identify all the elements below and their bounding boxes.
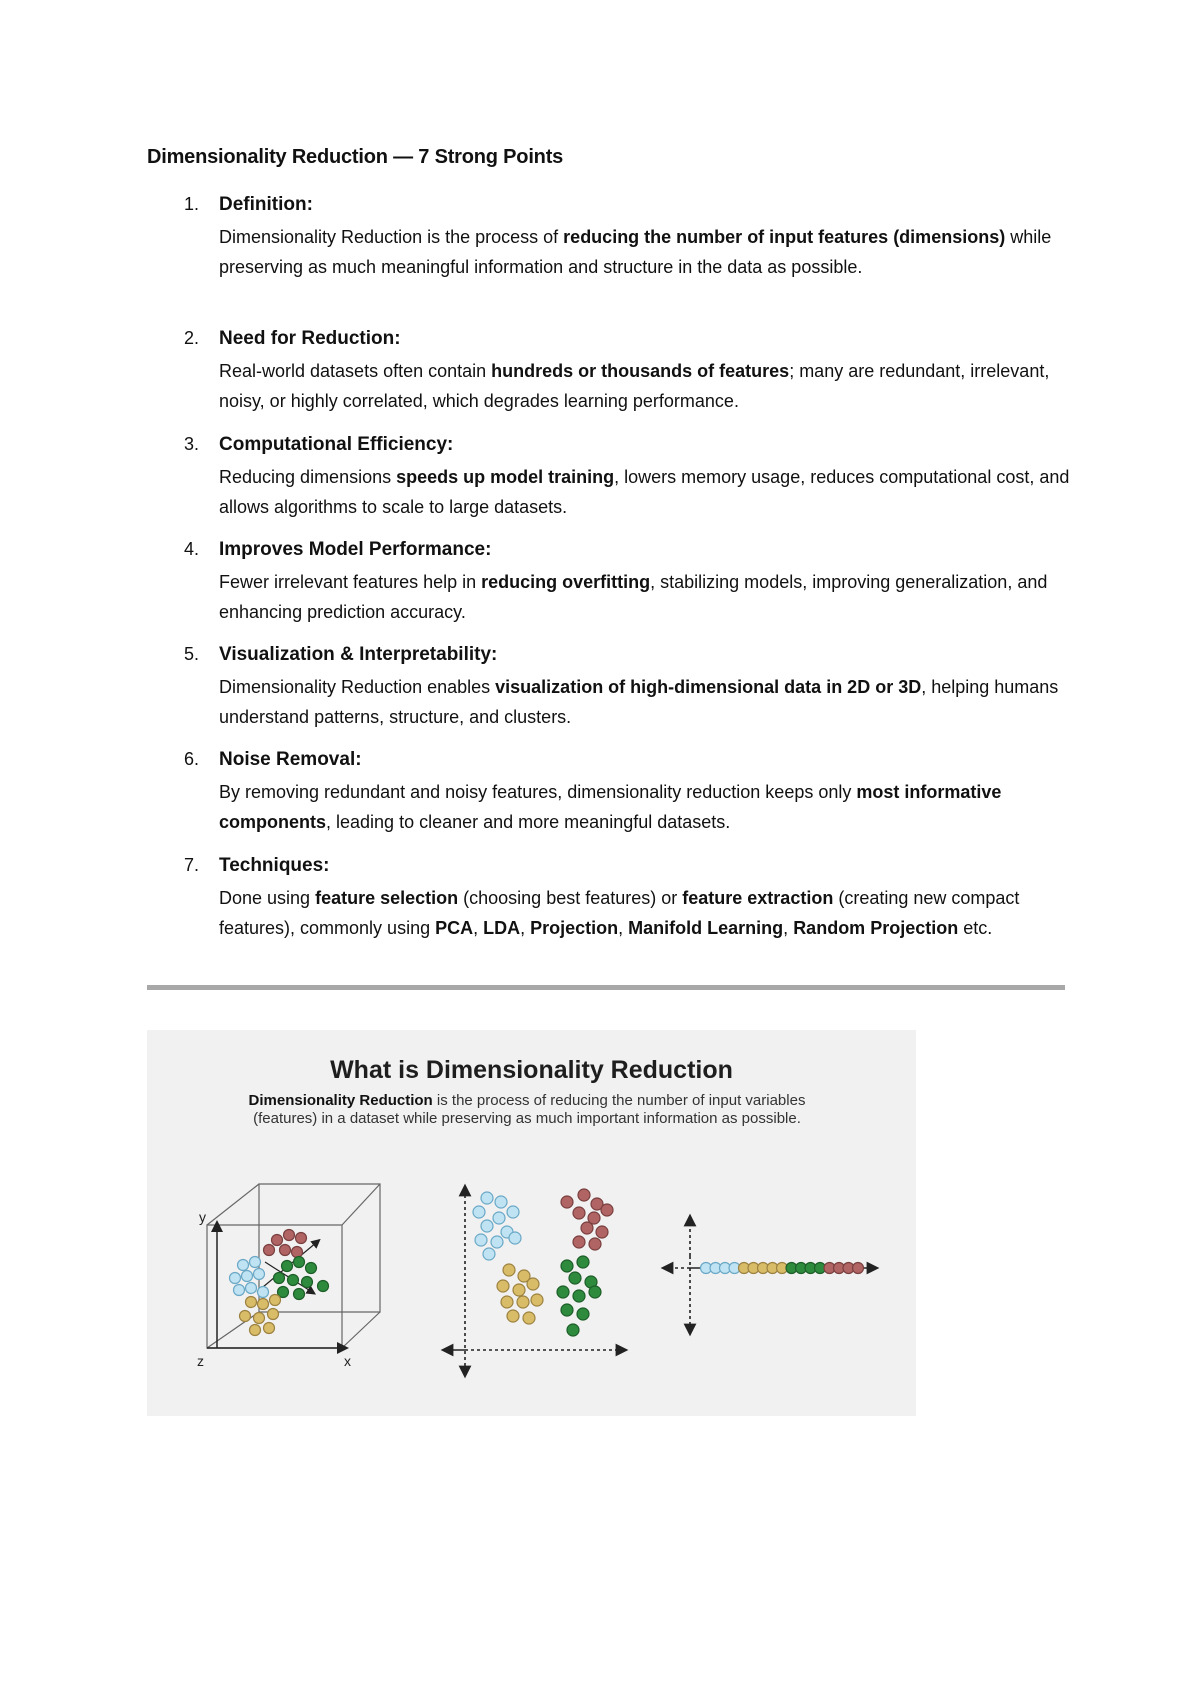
green-point [577, 1308, 589, 1320]
green-point [318, 1281, 329, 1292]
scatter-data-points [473, 1189, 613, 1336]
text-run: etc. [958, 917, 993, 938]
item-body [219, 778, 1074, 837]
yellow-point [250, 1325, 261, 1336]
blue-point [258, 1287, 269, 1298]
red-point [601, 1204, 613, 1216]
text-run: Dimensionality Reduction enables [219, 677, 496, 697]
line-data-points [701, 1263, 864, 1274]
text-run: , [520, 917, 531, 938]
text-run: (choosing best features) or [458, 888, 683, 908]
blue-point [234, 1285, 245, 1296]
yellow-point [527, 1278, 539, 1290]
yellow-point [507, 1310, 519, 1322]
text-run: , stabilizing models, improving generalization, and enhancing prediction accuracy. [219, 572, 1048, 622]
text-run: , [618, 917, 629, 938]
item-heading: Noise Removal: [219, 749, 362, 770]
red-point [296, 1233, 307, 1244]
text-run: Fewer irrelevant features help in [219, 572, 482, 592]
item-number: 5. [184, 644, 200, 664]
text-run: By removing redundant and noisy features, dimensionality reduction keeps only [219, 782, 857, 802]
item-number: 7. [184, 855, 200, 875]
red-point [578, 1189, 590, 1201]
red-point [589, 1238, 601, 1250]
yellow-point [240, 1311, 251, 1322]
bold-text: Projection [530, 917, 619, 938]
blue-point [230, 1273, 241, 1284]
bold-text: Manifold Learning [628, 917, 784, 938]
blue-point [491, 1236, 503, 1248]
blue-point [493, 1212, 505, 1224]
y-axis-label: y [199, 1209, 206, 1225]
text-run: Dimensionality Reduction is the process of [219, 227, 564, 247]
figure-description-bold: Dimensionality Reduction [248, 1092, 433, 1109]
text-run: Reducing dimensions [219, 467, 397, 487]
blue-point [495, 1196, 507, 1208]
green-point [288, 1275, 299, 1286]
item-number: 4. [184, 539, 200, 559]
item-heading: Techniques: [219, 855, 330, 876]
horizontal-divider [147, 985, 1065, 990]
text-run: , helping humans understand patterns, structure, and clusters. [219, 677, 1059, 727]
text-run: Real-world datasets often contain [219, 361, 492, 381]
figure-title: What is Dimensionality Reduction [330, 1056, 733, 1084]
bold-text: reducing overfitting [481, 572, 651, 592]
cube-3d-panel [197, 1184, 380, 1369]
green-point [573, 1290, 585, 1302]
green-point [282, 1261, 293, 1272]
red-point [581, 1222, 593, 1234]
green-point [561, 1260, 573, 1272]
yellow-point [517, 1296, 529, 1308]
z-axis-label: z [197, 1353, 204, 1369]
text-run: Done using [219, 888, 316, 908]
line-1d-panel [667, 1220, 873, 1330]
yellow-point [258, 1299, 269, 1310]
green-point [577, 1256, 589, 1268]
red-point [264, 1245, 275, 1256]
blue-point [475, 1234, 487, 1246]
bold-text: reducing the number of input features (dimensions) [563, 227, 1006, 247]
text-run: , leading to cleaner and more meaningful datasets. [326, 811, 731, 832]
green-point [557, 1286, 569, 1298]
green-point [589, 1286, 601, 1298]
green-point [567, 1324, 579, 1336]
yellow-point [501, 1296, 513, 1308]
yellow-point [531, 1294, 543, 1306]
text-run: , [783, 917, 794, 938]
red-point [280, 1245, 291, 1256]
figure-description-text: is the process of reducing the number of input variables (features) in a dataset while preserving as much important information as possible. [253, 1092, 806, 1127]
x-axis-label: x [344, 1353, 351, 1369]
bold-text: PCA [435, 917, 474, 938]
bold-text: speeds up model training [396, 467, 615, 487]
red-point [292, 1247, 303, 1258]
blue-point [254, 1269, 265, 1280]
item-number: 2. [184, 328, 200, 348]
yellow-point [270, 1295, 281, 1306]
green-point [561, 1304, 573, 1316]
red-point [573, 1207, 585, 1219]
text-run: , [473, 917, 484, 938]
bold-text: visualization of high-dimensional data in 2D or 3D [495, 677, 922, 697]
red-point [596, 1226, 608, 1238]
page-title: Dimensionality Reduction — 7 Strong Points [147, 146, 564, 168]
infographic-figure [147, 1030, 916, 1416]
item-body [219, 568, 1074, 627]
item-number: 1. [184, 194, 200, 214]
bold-text: LDA [483, 917, 521, 938]
bold-text: feature extraction [682, 888, 834, 908]
text-run: (creating new compact features), commonly using [219, 888, 1020, 938]
blue-point [238, 1260, 249, 1271]
yellow-point [246, 1297, 257, 1308]
item-body [219, 463, 1074, 522]
green-point [306, 1263, 317, 1274]
item-body [219, 357, 1074, 416]
blue-point [246, 1283, 257, 1294]
item-heading: Improves Model Performance: [219, 539, 492, 560]
cube-wireframe [207, 1184, 380, 1348]
yellow-point [513, 1284, 525, 1296]
text-run: , lowers memory usage, reduces computational cost, and allows algorithms to scale to large datasets. [219, 467, 1070, 517]
item-number: 6. [184, 749, 200, 769]
item-body [219, 223, 1074, 282]
blue-point [507, 1206, 519, 1218]
yellow-point [497, 1280, 509, 1292]
item-heading: Need for Reduction: [219, 328, 401, 349]
bold-text: most informative components [219, 782, 1002, 832]
item-heading: Visualization & Interpretability: [219, 644, 498, 665]
item-body [219, 884, 1074, 943]
yellow-point [523, 1312, 535, 1324]
item-number: 3. [184, 434, 200, 454]
green-point [294, 1289, 305, 1300]
item-body [219, 673, 1074, 732]
blue-point [483, 1248, 495, 1260]
yellow-point [503, 1264, 515, 1276]
green-point [569, 1272, 581, 1284]
blue-point [242, 1271, 253, 1282]
green-point [294, 1257, 305, 1268]
red-point [853, 1263, 864, 1274]
bold-text: Random Projection [793, 917, 959, 938]
bold-text: feature selection [315, 888, 459, 908]
bold-text: hundreds or thousands of features [491, 361, 790, 381]
yellow-point [268, 1309, 279, 1320]
scatter-2d-panel [447, 1189, 622, 1372]
item-heading: Definition: [219, 194, 313, 215]
item-heading: Computational Efficiency: [219, 434, 454, 455]
blue-point [481, 1192, 493, 1204]
dimensionality-diagram [147, 1030, 916, 1416]
yellow-point [254, 1313, 265, 1324]
yellow-point [264, 1323, 275, 1334]
red-point [573, 1236, 585, 1248]
red-point [284, 1230, 295, 1241]
text-run: ; many are redundant, irrelevant, noisy, or highly correlated, which degrades learning performance. [219, 361, 1050, 411]
text-run: while preserving as much meaningful information and structure in the data as possible. [219, 227, 1052, 277]
blue-point [473, 1206, 485, 1218]
red-point [272, 1235, 283, 1246]
green-point [274, 1273, 285, 1284]
green-point [302, 1277, 313, 1288]
red-point [561, 1196, 573, 1208]
blue-point [481, 1220, 493, 1232]
blue-point [509, 1232, 521, 1244]
blue-point [250, 1257, 261, 1268]
